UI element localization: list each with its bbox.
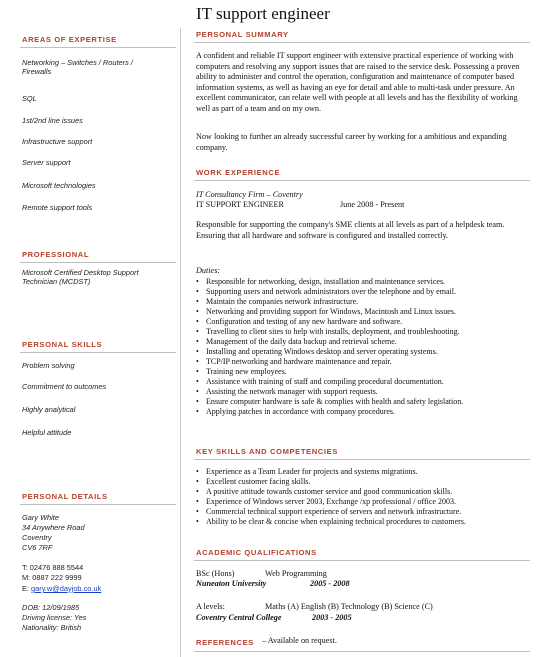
degree-subject: Web Programming [265,569,327,578]
mobile: M: 0887 222 9999 [22,573,82,582]
divider [194,42,530,43]
list-item: • TCP/IP networking and hardware maintenance and repair. [196,357,530,367]
expertise-item: 1st/2nd line issues [22,116,83,125]
column-divider [180,28,181,657]
list-item: • Ability to be clear & concise when explaining technical procedures to customers. [196,517,530,527]
alevel-subjects: Maths (A) English (B) Technology (B) Science (C) [265,602,433,611]
document-title: IT support engineer [196,4,330,23]
list-item: • Applying patches in accordance with company procedures. [196,407,530,417]
list-item: • Networking and providing support for Windows, Macintosh and Linux issues. [196,307,530,317]
expertise-item: Infrastructure support [22,137,93,146]
expertise-item: Microsoft technologies [22,181,96,190]
list-item: • Excellent customer facing skills. [196,477,530,487]
divider [194,560,530,561]
list-item: • Commercial technical support experience of servers and network infrastructure. [196,507,530,517]
list-item: • Configuration and testing of any new hardware and software. [196,317,530,327]
expertise-item: SQL [22,94,37,103]
professional-certification: Microsoft Certified Desktop Support Technician (MCDST) [22,268,139,287]
divider [20,262,176,263]
references-heading: REFERENCES [196,638,254,647]
list-item: • Responsible for networking, design, installation and maintenance services. [196,277,530,287]
company-name: IT Consultancy Firm – Coventry [196,190,303,199]
email-link[interactable]: gary.w@dayjob.co.uk [31,584,102,593]
list-item: • Supporting users and network administrators over the telephone and by email. [196,287,530,297]
divider [20,504,176,505]
list-item: • A positive attitude towards customer service and good communication skills. [196,487,530,497]
duties-list [196,277,530,417]
skill-item: Problem solving [22,361,75,370]
areas-of-expertise-heading: AREAS OF EXPERTISE [22,35,117,44]
email-row [22,584,172,593]
list-item: • Ensure computer hardware is safe & complies with health and safety legislation. [196,397,530,407]
divider [194,651,530,652]
duties-label: Duties: [196,266,221,275]
expertise-item: Server support [22,158,71,167]
degree-dates: 2005 - 2008 [310,579,350,588]
list-item: • Experience as a Team Leader for projects and systems migrations. [196,467,530,477]
list-item: • Training new employees. [196,367,530,377]
alevel-school: Coventry Central College [196,613,282,622]
key-skills-list [196,467,530,527]
degree-school: Nuneaton University [196,579,267,588]
alevel-label: A levels: [196,602,225,611]
academic-qualifications-heading: ACADEMIC QUALIFICATIONS [196,548,317,557]
contact-name: Gary White [22,513,59,522]
expertise-item: Remote support tools [22,203,93,212]
list-item: • Installing and operating Windows desktop and server operating systems. [196,347,530,357]
list-item: • Assisting the network manager with support requests. [196,387,530,397]
personal-summary-heading: PERSONAL SUMMARY [196,30,289,39]
key-skills-heading: KEY SKILLS AND COMPETENCIES [196,447,338,456]
address-line: 34 Anywhere Road [22,523,85,532]
divider [20,352,176,353]
skill-item: Commitment to outcomes [22,382,107,391]
divider [194,459,530,460]
summary-paragraph: Now looking to further an already successful career by working for a ambitious and expanding company. [196,132,507,152]
address-line: Coventry [22,533,52,542]
list-item: • Experience of Windows server 2003, Exchange /xp professional / office 2003. [196,497,530,507]
list-item: • Maintain the companies network infrastructure. [196,297,530,307]
driving-license: Driving license: Yes [22,613,87,622]
divider [20,47,176,48]
job-dates: June 2008 - Present [340,200,405,209]
date-of-birth: DOB: 12/09/1985 [22,603,80,612]
list-item: • Management of the daily data backup and retrieval scheme. [196,337,530,347]
nationality: Nationality: British [22,623,82,632]
job-title: IT SUPPORT ENGINEER [196,200,284,209]
postcode: CV6 7RF [22,543,53,552]
skill-item: Highly analytical [22,405,76,414]
expertise-item: Networking – Switches / Routers / Firewalls [22,58,133,77]
degree-label: BSc (Hons) [196,569,235,578]
personal-skills-heading: PERSONAL SKILLS [22,340,103,349]
personal-details-heading: PERSONAL DETAILS [22,492,108,501]
work-experience-heading: WORK EXPERIENCE [196,168,281,177]
professional-heading: PROFESSIONAL [22,250,90,259]
skill-item: Helpful attitude [22,428,72,437]
alevel-dates: 2003 - 2005 [312,613,352,622]
telephone: T: 02476 888 5544 [22,563,84,572]
list-item: • Travelling to client sites to help with installs, deployment, and troubleshooting. [196,327,530,337]
list-item: • Assistance with training of staff and compiling procedural documentation. [196,377,530,387]
references-text: – Available on request. [262,636,337,645]
divider [194,180,530,181]
job-description: Responsible for supporting the company's SME clients at all levels as part of a helpdesk team. Ensuring that all hardware and software is configured and installed correctly. [196,220,505,240]
summary-paragraph: A confident and reliable IT support engineer with extensive practical experience of working with computers and resolving any support issues that are raised to the service desk. Possessing a proven ability to administer and control the operation, configuration and maintenance of computer based information systems, as well as having an eye for detail and able to multi-task under pressure. An excellent communicator, can relate well with people at all levels and has the flexibility of working well as part of a team and on my own. [196,51,520,113]
email-prefix: E: [22,584,29,593]
